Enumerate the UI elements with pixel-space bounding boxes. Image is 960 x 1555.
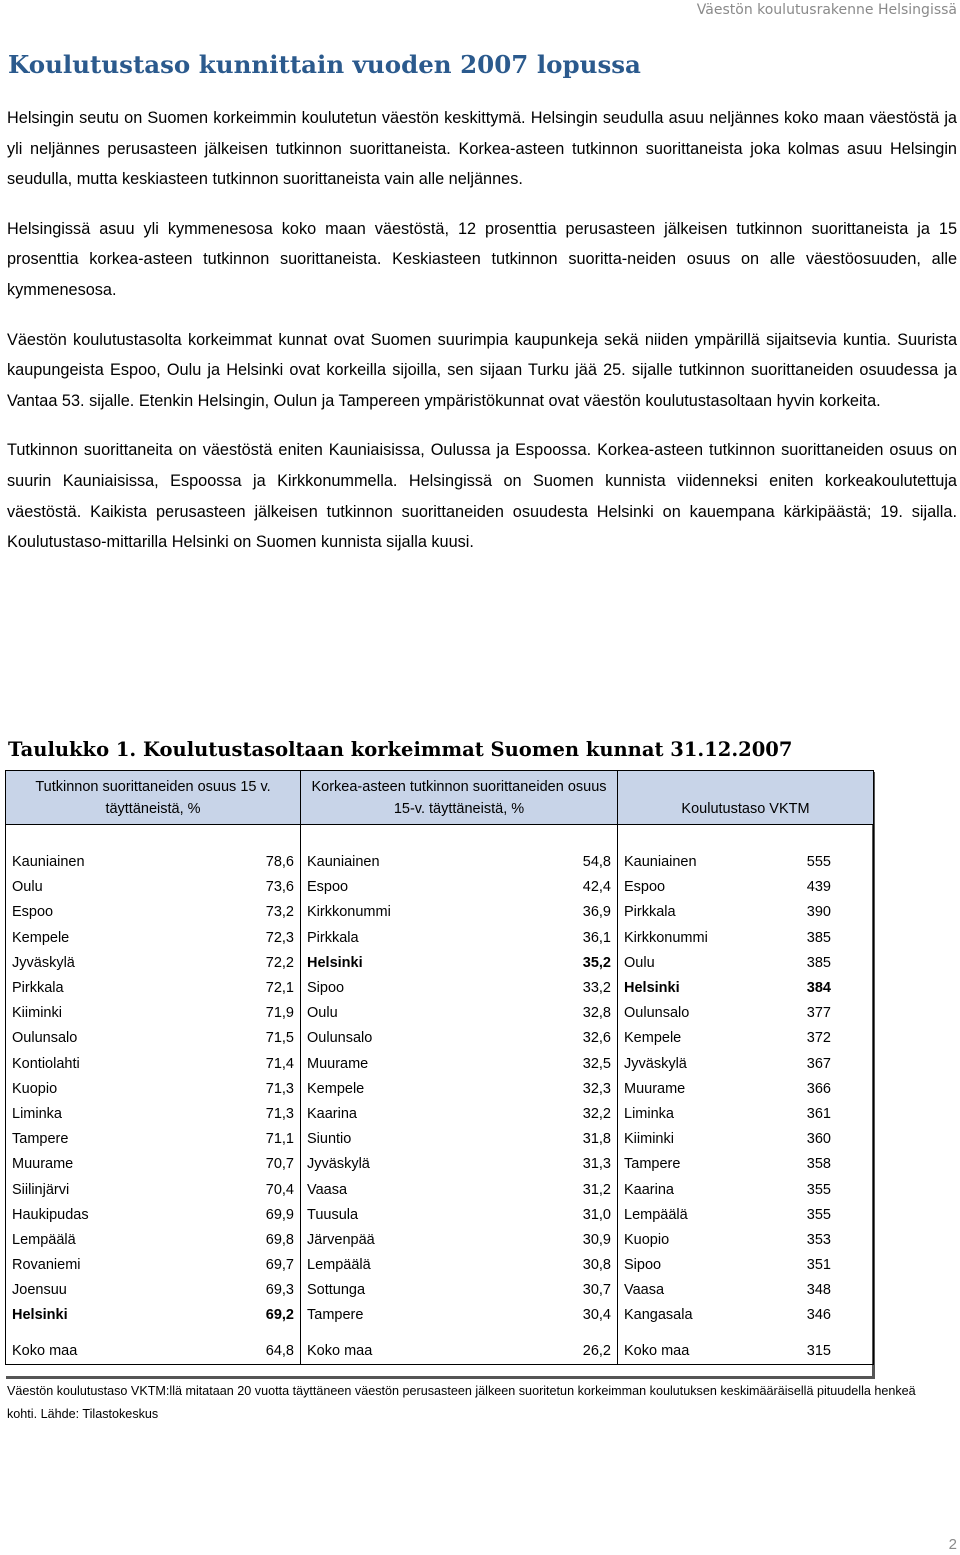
municipality-name: Oulunsalo <box>307 1030 373 1047</box>
municipality-name: Tampere <box>307 1307 364 1324</box>
municipality-value: 377 <box>788 1001 874 1026</box>
spacer-cell <box>788 825 874 850</box>
spacer-cell <box>491 825 618 850</box>
municipality-value: 355 <box>788 1177 874 1202</box>
municipality-name: Kirkkonummi <box>307 904 391 921</box>
municipality-value: 346 <box>788 1303 874 1328</box>
municipality-name: Espoo <box>6 900 186 925</box>
table-footnote: Väestön koulutustaso VKTM:llä mitataan 20 vuotta täyttäneen väestön perusasteen jälkeen suoritetun korkeimman koulutuksen keskimääräisellä pituudella henkeä kohti. Lähde: Tilastokeskus <box>7 1384 916 1421</box>
municipality-name: Espoo <box>624 879 666 896</box>
municipality-name: Liminka <box>624 1105 674 1122</box>
spacer-cell <box>301 825 491 850</box>
municipality-name: Liminka <box>6 1101 186 1126</box>
table-spacer-row <box>6 825 874 850</box>
municipality-value: 71,9 <box>186 1001 301 1026</box>
municipality-value: 385 <box>788 950 874 975</box>
table-row <box>6 1253 874 1278</box>
municipality-name: Pirkkala <box>624 904 676 921</box>
municipality-name: Joensuu <box>6 1278 186 1303</box>
municipality-name: Espoo <box>307 879 349 896</box>
municipality-value: 78,6 <box>186 850 301 875</box>
municipality-name: Siuntio <box>307 1131 352 1148</box>
municipality-name: Kiiminki <box>6 1001 186 1026</box>
municipality-name: Sipoo <box>624 1257 662 1274</box>
municipality-value: 33,2 <box>491 975 618 1000</box>
table-row <box>6 900 874 925</box>
table-row <box>6 1152 874 1177</box>
municipality-value: 69,8 <box>186 1227 301 1252</box>
municipality-name: Kaarina <box>307 1105 357 1122</box>
municipality-name: Sottunga <box>307 1282 366 1299</box>
municipality-name: Oulunsalo <box>624 1005 690 1022</box>
municipality-name: Järvenpää <box>307 1231 375 1248</box>
municipality-value: 355 <box>788 1202 874 1227</box>
municipality-name: Oulu <box>307 1005 338 1022</box>
table-row <box>6 950 874 975</box>
table-row <box>6 1026 874 1051</box>
municipality-value: 71,3 <box>186 1101 301 1126</box>
municipality-value: 31,2 <box>491 1177 618 1202</box>
municipality-value: 31,8 <box>491 1127 618 1152</box>
municipality-name: Kaarina <box>624 1181 674 1198</box>
header-degree-share: Tutkinnon suorittaneiden osuus 15 v. täyttäneistä, % <box>6 771 301 825</box>
municipality-value: 361 <box>788 1101 874 1126</box>
municipality-name: Oulu <box>624 954 655 971</box>
municipality-value: 32,5 <box>491 1051 618 1076</box>
table-caption: Taulukko 1. Koulutustasoltaan korkeimmat Suomen kunnat 31.12.2007 <box>8 738 793 761</box>
table-row <box>6 1001 874 1026</box>
municipality-name: Koko maa <box>301 1338 491 1364</box>
municipality-value: 315 <box>788 1338 874 1364</box>
municipality-value: 26,2 <box>491 1338 618 1364</box>
municipality-value: 358 <box>788 1152 874 1177</box>
running-header: Väestön koulutusrakenne Helsingissä <box>696 2 957 18</box>
municipality-name: Sipoo <box>307 980 345 997</box>
page-number: 2 <box>948 1536 957 1553</box>
paragraph-1: Helsingin seutu on Suomen korkeimmin koulutetun väestön keskittymä. Helsingin seudulla asuu neljännes koko maan väestöstä ja yli neljännes perusasteen jälkeisen tutkinnon suorittaneista. Korkea-asteen tutkinnon suorittaneista joka kolmas asuu Helsingin seudulla, mutta keskiasteen tutkinnon suorittaneista vain alle neljännes. <box>7 109 957 189</box>
municipality-name: Haukipudas <box>6 1202 186 1227</box>
spacer-cell <box>788 1328 874 1338</box>
municipality-value: 54,8 <box>491 850 618 875</box>
paragraph-4: Tutkinnon suorittaneita on väestöstä eniten Kauniaisissa, Oulussa ja Espoossa. Korkea-asteen tutkinnon suorittaneiden osuus on suurin Kauniaisissa, Espoossa ja Kirkkonummella. Helsingissä on Suomen kunnista viidenneksi eniten korkeakoulutettuja väestöstä. Kaikista perusasteen jälkeisen tutkinnon suorittaneiden osuudesta Helsinki on kauempana kärkipäästä; 19. sijalla. Koulutustaso-mittarilla Helsinki on Suomen kunnista sijalla kuusi. <box>7 441 957 552</box>
municipality-name: Muurame <box>307 1055 369 1072</box>
municipality-name: Kontiolahti <box>6 1051 186 1076</box>
municipality-name: Jyväskylä <box>307 1156 370 1173</box>
municipality-value: 72,2 <box>186 950 301 975</box>
table-row <box>6 1303 874 1328</box>
municipality-name: Koko maa <box>6 1338 186 1364</box>
table-spacer-row <box>6 1328 874 1338</box>
municipality-value: 69,7 <box>186 1253 301 1278</box>
municipality-value: 385 <box>788 925 874 950</box>
municipality-value: 32,8 <box>491 1001 618 1026</box>
municipality-value: 390 <box>788 900 874 925</box>
paragraph-2: Helsingissä asuu yli kymmenesosa koko maan väestöstä, 12 prosenttia perusasteen jälkeisen tutkinnon suorittaneista ja 15 prosenttia korkea-asteen tutkinnon suorittaneista. Keskiasteen tutkinnon suoritta-neiden osuus on alle väestöosuuden, alle kymmenesosa. <box>7 219 957 299</box>
municipality-value: 70,7 <box>186 1152 301 1177</box>
municipality-value: 32,6 <box>491 1026 618 1051</box>
municipality-value: 353 <box>788 1227 874 1252</box>
spacer-cell <box>6 825 186 850</box>
spacer-cell <box>186 825 301 850</box>
municipality-name: Kauniainen <box>6 850 186 875</box>
municipality-value: 439 <box>788 875 874 900</box>
municipality-name: Siilinjärvi <box>6 1177 186 1202</box>
municipality-value: 30,7 <box>491 1278 618 1303</box>
municipality-name: Vaasa <box>624 1282 665 1299</box>
ranking-table <box>5 770 874 1365</box>
municipality-value: 30,8 <box>491 1253 618 1278</box>
paragraph-3: Väestön koulutustasolta korkeimmat kunnat ovat Suomen suurimpia kaupunkeja sekä niiden ympärillä sijaitsevia kuntia. Suurista kaupungeista Espoo, Oulu ja Helsinki ovat korkeilla sijoilla, sen sijaan Turku jää 25. sijalle tutkinnon suorittaneiden osuudessa ja Vantaa 53. sijalle. Etenkin Helsingin, Oulun ja Tampereen ympäristökunnat ovat väestön koulutustasoltaan hyvin korkeita. <box>7 330 957 410</box>
municipality-value: 36,1 <box>491 925 618 950</box>
municipality-name: Tampere <box>6 1127 186 1152</box>
municipality-name: Kangasala <box>624 1307 693 1324</box>
table-total-row <box>6 1338 874 1364</box>
header-higher-degree-share: Korkea-asteen tutkinnon suorittaneiden osuus 15-v. täyttäneistä, % <box>301 771 618 825</box>
municipality-name: Kuopio <box>6 1076 186 1101</box>
municipality-name: Muurame <box>6 1152 186 1177</box>
municipality-name: Jyväskylä <box>6 950 186 975</box>
municipality-name: Pirkkala <box>6 975 186 1000</box>
table-body <box>6 825 874 1365</box>
municipality-name: Kauniainen <box>624 854 697 871</box>
spacer-cell <box>491 1328 618 1338</box>
municipality-name: Lempäälä <box>6 1227 186 1252</box>
municipality-value: 30,4 <box>491 1303 618 1328</box>
municipality-name: Helsinki <box>6 1303 186 1328</box>
municipality-value: 69,3 <box>186 1278 301 1303</box>
page-title: Koulutustaso kunnittain vuoden 2007 lopussa <box>8 50 641 79</box>
table-row <box>6 1127 874 1152</box>
municipality-name: Vaasa <box>307 1181 348 1198</box>
spacer-cell <box>301 1328 491 1338</box>
municipality-name: Koko maa <box>618 1338 788 1364</box>
municipality-value: 367 <box>788 1051 874 1076</box>
spacer-cell <box>618 825 788 850</box>
municipality-name: Kempele <box>624 1030 682 1047</box>
municipality-value: 351 <box>788 1253 874 1278</box>
table-row <box>6 1278 874 1303</box>
municipality-value: 71,3 <box>186 1076 301 1101</box>
municipality-value: 64,8 <box>186 1338 301 1364</box>
table-header-row <box>6 771 874 825</box>
municipality-value: 360 <box>788 1127 874 1152</box>
spacer-cell <box>6 1328 186 1338</box>
municipality-value: 555 <box>788 850 874 875</box>
municipality-value: 366 <box>788 1076 874 1101</box>
municipality-value: 72,1 <box>186 975 301 1000</box>
municipality-name: Kiiminki <box>624 1131 674 1148</box>
municipality-value: 42,4 <box>491 875 618 900</box>
table-row <box>6 1051 874 1076</box>
table-row <box>6 1177 874 1202</box>
municipality-value: 70,4 <box>186 1177 301 1202</box>
table-row <box>6 1227 874 1252</box>
municipality-name: Jyväskylä <box>624 1055 687 1072</box>
municipality-value: 35,2 <box>491 950 618 975</box>
municipality-name: Kempele <box>6 925 186 950</box>
municipality-value: 32,3 <box>491 1076 618 1101</box>
body-text <box>7 103 957 577</box>
spacer-cell <box>618 1328 788 1338</box>
municipality-name: Pirkkala <box>307 929 359 946</box>
table-row <box>6 925 874 950</box>
municipality-name: Kuopio <box>624 1231 670 1248</box>
municipality-value: 71,1 <box>186 1127 301 1152</box>
municipality-value: 30,9 <box>491 1227 618 1252</box>
municipality-name: Rovaniemi <box>6 1253 186 1278</box>
municipality-value: 71,4 <box>186 1051 301 1076</box>
municipality-name: Kauniainen <box>307 854 380 871</box>
municipality-name: Muurame <box>624 1080 686 1097</box>
table-shadow-bottom <box>6 1376 875 1379</box>
municipality-value: 36,9 <box>491 900 618 925</box>
municipality-value: 69,2 <box>186 1303 301 1328</box>
municipality-value: 72,3 <box>186 925 301 950</box>
municipality-name: Oulu <box>6 875 186 900</box>
municipality-name: Tuusula <box>307 1206 359 1223</box>
municipality-value: 73,2 <box>186 900 301 925</box>
municipality-name: Kirkkonummi <box>624 929 708 946</box>
table-row <box>6 975 874 1000</box>
municipality-value: 31,3 <box>491 1152 618 1177</box>
table-row <box>6 1101 874 1126</box>
municipality-name: Tampere <box>624 1156 681 1173</box>
municipality-name: Helsinki <box>307 954 363 971</box>
spacer-cell <box>186 1328 301 1338</box>
table-row <box>6 1076 874 1101</box>
municipality-value: 372 <box>788 1026 874 1051</box>
municipality-value: 71,5 <box>186 1026 301 1051</box>
municipality-name: Lempäälä <box>624 1206 688 1223</box>
table-row <box>6 850 874 875</box>
municipality-name: Helsinki <box>624 980 680 997</box>
municipality-value: 348 <box>788 1278 874 1303</box>
municipality-name: Lempäälä <box>307 1257 371 1274</box>
municipality-name: Oulunsalo <box>6 1026 186 1051</box>
table-row <box>6 1202 874 1227</box>
table-row <box>6 875 874 900</box>
municipality-value: 31,0 <box>491 1202 618 1227</box>
municipality-value: 32,2 <box>491 1101 618 1126</box>
municipality-name: Kempele <box>307 1080 365 1097</box>
municipality-value: 73,6 <box>186 875 301 900</box>
municipality-value: 384 <box>788 975 874 1000</box>
header-vktm: Koulutustaso VKTM <box>618 771 874 825</box>
municipality-value: 69,9 <box>186 1202 301 1227</box>
